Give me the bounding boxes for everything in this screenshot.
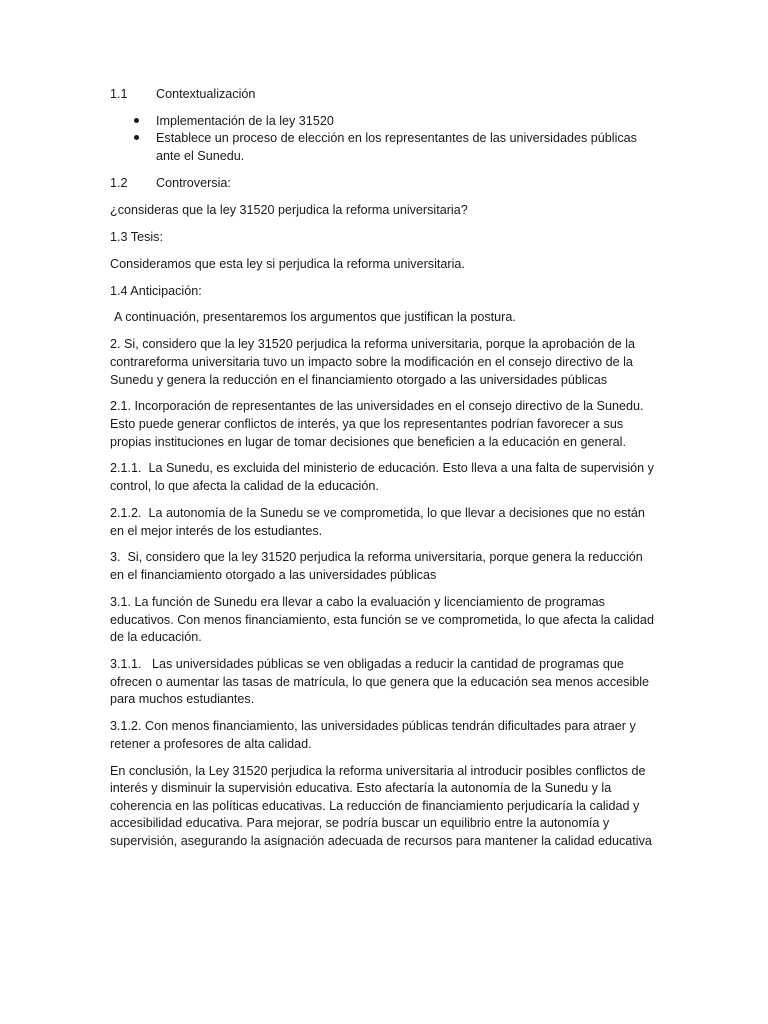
list-item [110,130,658,165]
section-number: 1.2 [110,175,128,190]
list-item-text: Implementación de la ley 31520 [156,113,334,128]
bullet-icon [110,130,156,165]
question-paragraph: ¿consideras que la ley 31520 perjudica la reforma universitaria? [110,202,468,217]
section-title: Contextualización [156,87,256,101]
argument-2-paragraph: 2. Si, considero que la ley 31520 perjudica la reforma universitaria, porque la aprobación de la contrareforma universitaria tuvo un impacto sobre la modificación en el consejo directivo de la Sunedu y genera la reducción en el financiamiento otorgado a las universidades públicas [110,337,636,387]
document-page [110,86,658,860]
section-heading-1-1 [110,86,658,104]
argument-2-1-2-paragraph: 2.1.2. La autonomía de la Sunedu se ve comprometida, lo que llevar a decisiones que no están en el mejor interés de los estudiantes. [110,505,649,538]
list-item-text: Establece un proceso de elección en los representantes de las universidades públicas ante el Sunedu. [156,131,637,164]
section-heading-1-3: 1.3 Tesis: [110,229,163,244]
argument-2-1-1-paragraph: 2.1.1. La Sunedu, es excluida del ministerio de educación. Esto lleva a una falta de supervisión y control, lo que afecta la calidad de la educación. [110,461,658,494]
argument-3-1-1-paragraph: 3.1.1. Las universidades públicas se ven obligadas a reducir la cantidad de programas que ofrecen o aumentar las tasas de matrícula, lo que genera que la educación sea menos accesible para muchos estudiantes. [110,657,653,707]
argument-3-1-2-paragraph: 3.1.2. Con menos financiamiento, las universidades públicas tendrán dificultades para atraer y retener a profesores de alta calidad. [110,719,636,751]
section-heading-1-4: 1.4 Anticipación: [110,283,202,298]
bullet-icon [110,113,156,131]
conclusion-paragraph: En conclusión, la Ley 31520 perjudica la reforma universitaria al introducir posibles conflictos de interés y disminuir la supervisión educativa. Esto afectaría la autonomía de la Sunedu y la coherencia en las políticas educativas. La reducción de financiamiento perjudicaría la calidad y accesibilidad educativa. Para mejorar, se podría buscar un equilibrio entre la autonomía y supervisión, asegurando la asignación adecuada de recursos para mantener la calidad educativa [110,763,652,848]
anticipation-paragraph: A continuación, presentaremos los argumentos que justifican la postura. [114,310,516,325]
section-title: Controversia: [156,175,231,190]
argument-2-1-paragraph: 2.1. Incorporación de representantes de las universidades en el consejo directivo de la Sunedu. Esto puede generar conflictos de interés, ya que los representantes podrían favorecer a sus propias instituciones en lugar de tomar decisiones que beneficien a la educación en general. [110,399,644,449]
thesis-paragraph: Consideramos que esta ley si perjudica la reforma universitaria. [110,256,465,271]
argument-3-paragraph: 3. Si, considero que la ley 31520 perjudica la reforma universitaria, porque genera la reducción en el financiamiento otorgado a las universidades públicas [110,550,647,583]
section-number: 1.1 [110,87,128,101]
section-heading-1-2 [110,175,658,193]
bullet-list [110,113,658,166]
list-item [110,113,658,131]
argument-3-1-paragraph: 3.1. La función de Sunedu era llevar a cabo la evaluación y licenciamiento de programas educativos. Con menos financiamiento, esta función se ve comprometida, lo que afecta la calidad de la educación. [110,594,654,645]
